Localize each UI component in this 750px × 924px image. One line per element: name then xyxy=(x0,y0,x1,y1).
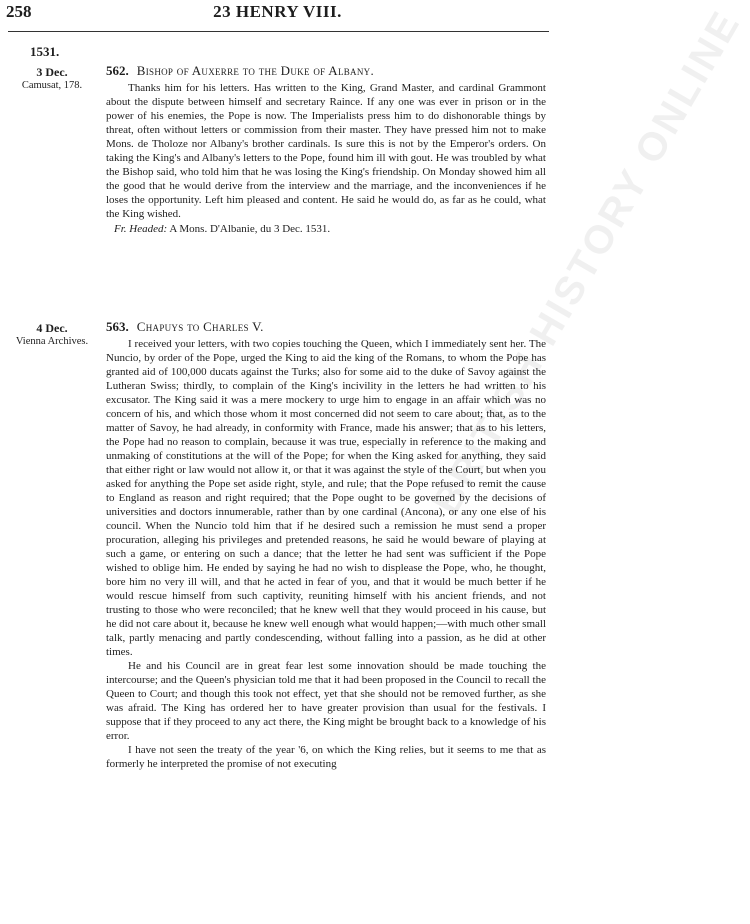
entry-paragraph: He and his Council are in great fear lest some innovation should be made touching the intercourse; and the Queen's physician told me that it had been proposed in the Council to recall the Queen to Court; and though this took not effect, yet that she should not be removed further, as she was afraid. The King has ordered her to have greater provision than usual for the festivals. I suppose that if they proceed to any act there, the King might be brought back to a knowledge of his error. xyxy=(106,660,546,742)
margin-source: Vienna Archives. xyxy=(15,336,89,347)
margin-note-562 xyxy=(12,66,92,92)
language-prefix: Fr. xyxy=(114,223,127,235)
page-title: 23 HENRY VIII. xyxy=(213,2,342,21)
entry-heading: Bishop of Auxerre to the Duke of Albany. xyxy=(136,63,374,78)
entry-title xyxy=(106,64,546,79)
language-line xyxy=(106,222,546,236)
entry-title xyxy=(106,320,546,335)
margin-date: 3 Dec. xyxy=(36,65,68,79)
entry-paragraph: Thanks him for his letters. Has written to the King, Grand Master, and cardinal Grammont about the dispute between himself and secretary Raince. If any one was ever in prison or in the power of his enemies, the Pope is now. The Imperialists press him to do dishonorable things by threat, often without letters or commission from their master. They have pressed him not to make Mons. de Tholoze nor Albany's brother cardinals. Is sure this is not by the Emperor's orders. On taking the King's and Albany's letters to the Pope, found him ill with gout. He was troubled by what the Bishop said, who told him that he was losing the King's friendship. On Monday showed him all the good that he would derive from the interview and the marriage, and the inconveniences if he loses the opportunity. Left him pleased and content. He said he would do, as far as he could, what the King wished. xyxy=(106,82,546,220)
entry-heading: Chapuys to Charles V. xyxy=(136,319,264,334)
margin-note-563 xyxy=(12,322,92,348)
entry-number: 562. xyxy=(106,63,129,78)
watermark: BRITISH HISTORY ONLINE xyxy=(424,2,750,522)
language-label: Headed: xyxy=(129,223,168,235)
entry-number: 563. xyxy=(106,319,129,334)
entry-paragraph: I received your letters, with two copies touching the Queen, which I immediately sent her. The Nuncio, by order of the Pope, urged the King to aid the king of the Romans, to whom the Pope has granted aid of 100,000 ducats against the Turks; also for some aid to the duke of Savoy against the Lutheran Swiss; thirdly, to complain of the King's incivility in the letters he had written to his excusator. The King said it was a mere mockery to urge him to engage in an affair which was no concern of his, and which those whom it most concerned did not seem to care about; that, as to the matter of Savoy, he had already, in conformity with France, made his answer; that as to his letters, the Pope had no reason to complain, because it was true, especially in reference to the making and unmaking of constitutions at the will of the Pope; for when the King asked for anything, they said that either right or law would not allow it, or that it was against the style of the Court, but when you asked for anything the Pope set aside right, style, and rule; that the Pope refused to remit the cause to England as reason and right required; that the Pope ought to be governed by the decisions of universities and doctors innumerable, rather than by one cardinal (Ancona), or any one else of his council. When the Nuncio told him that if he desired such a remission he must send a proper procuration, alleging his privileges and pretended reasons, he said he would beware of playing at such a game, or entering on such a dance; that the letter he had sent was sufficient if the Pope wished to oblige him. He ended by saying he had no wish to displease the Pope, who, he thought, bore him no very ill will, and that he acted in fear of you, and that it would be much better if he would rescue himself from such captivity, reuniting himself with his ancient friends, and not trusting to those who were reconciled; that he knew well that they would proceed in his cause, but he did not care about it, because he knew well enough what would happen;—with much other small talk, partly menacing and partly condescending, without falling into a passion, as he did at other times. xyxy=(106,338,546,658)
entry-562 xyxy=(106,64,546,236)
header-rule xyxy=(8,31,549,32)
running-head xyxy=(6,2,549,28)
page-number: 258 xyxy=(6,2,32,21)
entry-563 xyxy=(106,320,546,771)
entry-paragraph: I have not seen the treaty of the year '6, on which the King relies, but it seems to me that as formerly he interpreted the promise of not executing xyxy=(106,744,546,770)
margin-source: Camusat, 178. xyxy=(21,80,83,91)
margin-date: 4 Dec. xyxy=(36,321,68,335)
year-marker: 1531. xyxy=(30,44,60,59)
language-text: A Mons. D'Albanie, du 3 Dec. 1531. xyxy=(169,223,331,235)
